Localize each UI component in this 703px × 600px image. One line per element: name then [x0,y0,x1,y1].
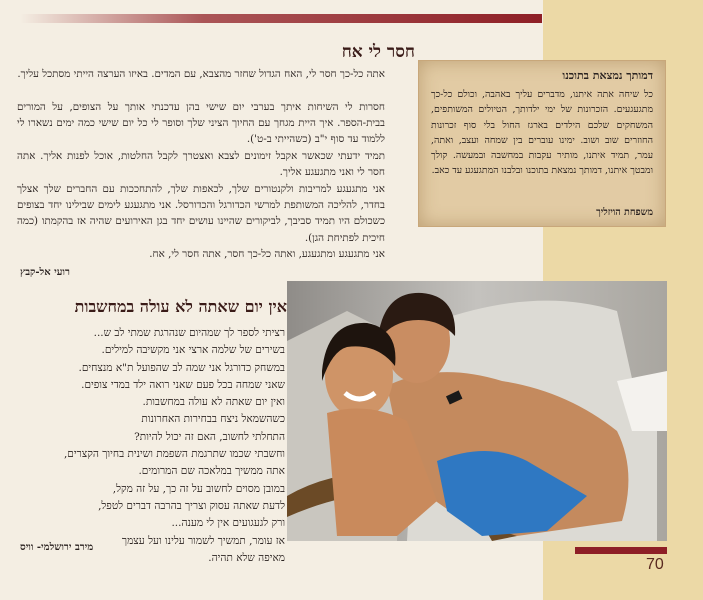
poem-line: במשחק כדורגל אני שמה לב שהפועל ת"א מנצחים. [78,361,285,374]
photo-illustration [287,281,667,541]
article2-title: אין יום שאתה לא עולה במחשבות [74,297,287,316]
poem-line: התחלתי לחשוב, האם זה יכול להיות? [134,430,285,443]
article1-paragraph-1: אתה כל-כך חסר לי, האח הגדול שחזר מהצבא, עם המדים. באיזו הערצה הייתי מסתכל עליך. [17,68,385,80]
poem-line: כשהשמאל ניצח בבחירות האחרונות [141,413,285,426]
note-signature: משפחת הויזליך [596,207,653,218]
article1-paragraph-3: תמיד ידעתי שכאשר אקבל זימונים לצבא ואצטרך לקבל החלטות, אוכל לפנות אליך. אתה חסר לי ואני מתגעגע אליך. [17,150,385,179]
poem-line: ורק לגעגועים אין לי מענה... [171,517,285,530]
poem-line: וחשבתי שכמו שתרגמת השפמת ושינית בחיוך הקצרים, [63,448,285,461]
page-number: 70 [646,556,664,573]
poem-line: ואין יום שאתה לא עולה במחשבות. [142,396,285,409]
poem-line: בשירים של שלמה ארצי אני מקשיבה למילים. [101,344,285,357]
article1-paragraph-5: אני מתגעגע ומתגעגע, ואתה כל-כך חסר, אתה חסר לי, אח. [149,248,385,260]
poem-line: שאני שמחה בכל פעם שאני רואה ילד במדי צופים. [81,378,285,391]
article1-paragraph-4: אני מתגעגע למריבות ולקנטורים שלך, לכאפות שלך, להתחככות עם החברים שלך אצלך בחדר, להליכה המשותפת למרשי הכדורגל והכדורסל. אני מתגעגע לימים שבילינו יחד בצופים כשכולם היו תמיד סביבך, לביקורים שהיינו עושים יחד בגן האירועים שהיה אז בהקמתו (כמה חיכית לפתיחת הגן). [17,183,385,244]
article1-paragraph-2: חסרות לי השיחות איתך בערבי יום שישי בהן עדכנתי אותך על הצופים, על המורים בבית-הספר. איך היית מגחך עם החיוך הציני שלך וסופר לי כל יום שישי כמה ימים נשארו לי ללמוד עד סוף י"ב (כשהייתי ב-ט'). [17,101,385,146]
article1-title: חסר לי אח [341,42,415,62]
note-title: דמותך נמצאת בתוכנו [562,69,653,82]
bottom-decorative-bar [575,547,667,554]
note-body: כל שיחה אתה איתנו, מדברים עליך באהבה, וכולם כל-כך מתגעגעים. הזכרונות של ימי ילדותך, הטיולים המשותפים, המשחקים שלכם הילדים בארגז החול בלי סוף זכרונות החוזרים שוב ושוב. ימינו עוברים בין שמחה ועצב, ואתה, עמר, תמיד איתנו, מותיר עקבות במחשבה ובמעשה. קולך ומבטך איתנו, דמותך נמצאת בתוכנו ובלבנו המתגעגע עד כאב. [431,89,653,177]
poem-line: אז עומר, תמשיך לשמור עלינו ועל עצמך [121,534,285,547]
article2-poem [17,325,285,567]
poem-line: מאיפה שלא תהיה. [208,551,285,564]
top-decorative-bar [20,14,542,23]
article1-signature: רועי אל-קבץ [20,267,70,278]
photo-brothers [287,281,667,541]
poem-line: אתה ממשיך במלאכה שם המרומים. [138,465,285,478]
memorial-note [418,60,666,227]
poem-line: במובן מסוים לחשוב על זה כך, על זה מקל, [112,482,285,495]
poem-line: רציתי לספר לך שמהיום שנהרגת שמתי לב ש... [93,327,285,339]
article2-signature: מירב ירושלמי- וויס [20,542,94,553]
poem-line: לדעת שאתה עסוק וצריך בהרבה דברים לטפל, [98,499,285,512]
